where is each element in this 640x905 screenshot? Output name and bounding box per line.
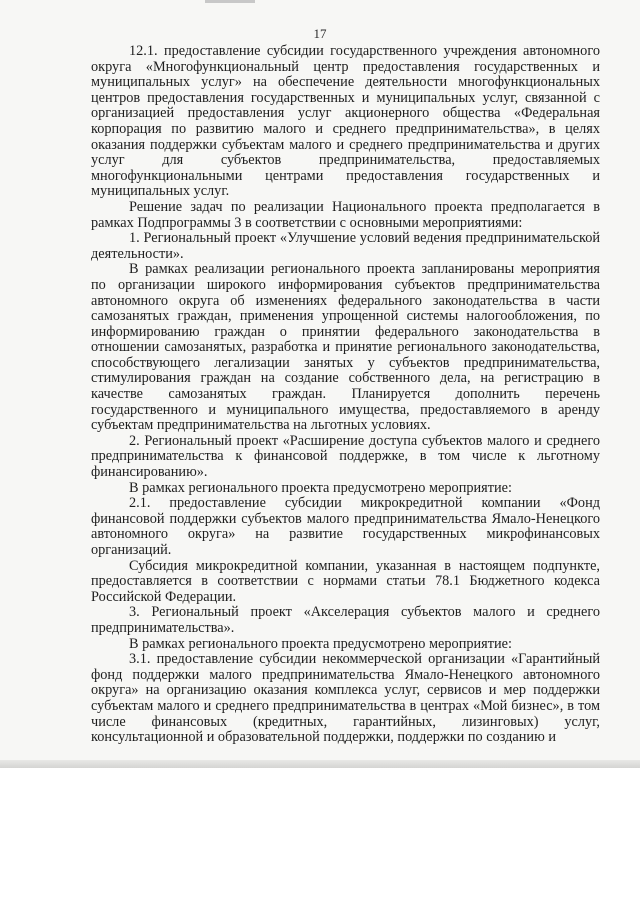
paragraph-3-1: 3.1. предоставление субсидии некоммерческой организации «Гарантийный фонд поддержки малого предпринимательства Ямало-Ненецкого автономного округа» на организацию оказания комплекса услуг, сервисов и мер поддержки субъектам малого и среднего предпринимательства в центрах «Мой бизнес», в том числе финансовых (кредитных, гарантийных, лизинговых) услуг, консультационной и образовательной поддержки, поддержки по созданию и (91, 651, 600, 746)
paragraph-project-3: 3. Региональный проект «Акселерация субъектов малого и среднего предпринимательства». (91, 604, 600, 636)
paragraph-project-1-details: В рамках реализации регионального проекта запланированы мероприятия по организации широкого информирования субъектов предпринимательства автономного округа об изменениях федерального законодательства в части самозанятых граждан, применения упрощенной системы налогообложения, по информированию граждан о принятии федерального законодательства в отношении самозанятых, разработка и принятие регионального законодательства, способствующего легализации занятых у субъектов предпринимательства, стимулирования граждан на создание собственного дела, на регистрацию в качестве самозанятых граждан. Планируется дополнить перечень государственного и муниципального имущества, предоставляемого в аренду субъектам предпринимательства на льготных условиях. (91, 261, 600, 434)
paragraph-subsidy-note: Субсидия микрокредитной компании, указанная в настоящем подпункте, предоставляется в соответствии с нормами статьи 78.1 Бюджетного кодекса Российской Федерации. (91, 557, 600, 605)
paragraph-project-3-intro: В рамках регионального проекта предусмотрено мероприятие: (129, 635, 512, 652)
scan-edge-mark (205, 0, 255, 3)
paragraph-project-2-intro: В рамках регионального проекта предусмотрено мероприятие: (129, 479, 512, 496)
paragraph-12-1: 12.1. предоставление субсидии государственного учреждения автономного округа «Многофункциональный центр предоставления государственных и муниципальных услуг» на обеспечение деятельности многофункциональных центров предоставления государственных и муниципальных услуг, связанной с организацией предоставления услуг акционерного общества «Федеральная корпорация по развитию малого и среднего предпринимательства», в целях оказания поддержки субъектам малого и среднего предпринимательства и других услуг для субъектов предпринимательства, предоставляемых многофункциональными центрами предоставления государственных и муниципальных услуг. (91, 43, 600, 200)
document-body (91, 44, 600, 746)
page-number: 17 (313, 26, 327, 41)
paragraph-project-1: 1. Региональный проект «Улучшение условий ведения предпринимательской деятельности». (91, 230, 600, 262)
paragraph-project-2: 2. Региональный проект «Расширение доступа субъектов малого и среднего предпринимательства к финансовой поддержке, в том числе к льготному финансированию». (91, 432, 600, 481)
paragraph-tasks-intro: Решение задач по реализации Национального проекта предполагается в рамках Подпрограммы 3 в соответствии с основными мероприятиями: (91, 198, 600, 231)
scan-bottom-edge (0, 760, 640, 768)
paragraph-2-1: 2.1. предоставление субсидии микрокредитной компании «Фонд финансовой поддержки субъектов малого предпринимательства Ямало-Ненецкого автономного округа» на развитие государственных микрофинансовых организаций. (91, 495, 600, 558)
